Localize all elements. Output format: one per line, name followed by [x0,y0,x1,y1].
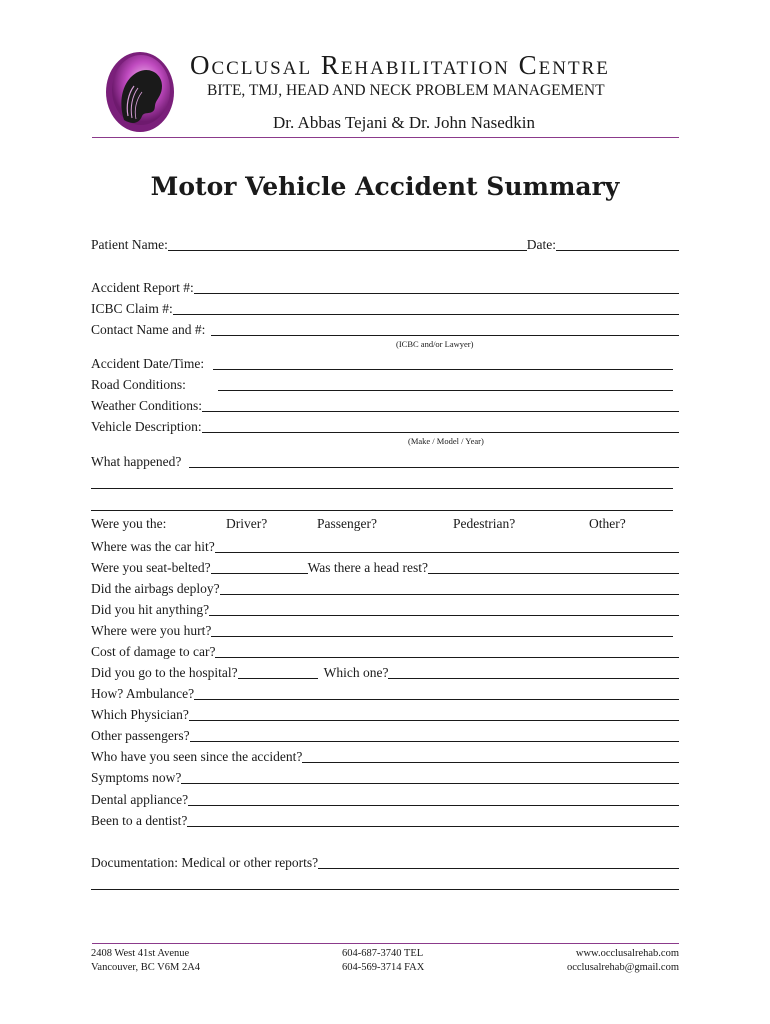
seat-belted-field[interactable] [211,559,308,574]
ambulance-label: How? Ambulance? [91,686,195,701]
header-divider [92,137,679,138]
what-happened-line-3[interactable] [91,510,673,511]
option-other[interactable]: Other? [589,516,626,531]
face-silhouette-logo [104,50,176,134]
footer-address-line1: 2408 West 41st Avenue [91,948,190,959]
contact-label: Contact Name and #: [91,322,206,337]
footer-divider [92,943,679,944]
seat-belted-row [91,556,679,576]
other-passengers-field[interactable] [190,727,679,742]
where-hurt-row [91,619,679,639]
hospital-label: Did you go to the hospital? [91,665,238,680]
option-pedestrian[interactable]: Pedestrian? [453,516,516,531]
vehicle-hint: (Make / Model / Year) [408,436,484,446]
seen-since-label: Who have you seen since the accident? [91,749,303,764]
hit-anything-label: Did you hit anything? [91,602,210,617]
seen-since-field[interactable] [302,748,679,763]
accident-datetime-field[interactable] [213,355,673,370]
what-happened-field[interactable] [189,453,679,468]
patient-name-field[interactable] [168,236,527,251]
icbc-claim-label: ICBC Claim #: [91,301,173,316]
hospital-row [91,661,679,681]
dental-appliance-label: Dental appliance? [91,792,189,807]
car-hit-row [91,535,679,555]
physician-label: Which Physician? [91,707,189,722]
physician-row [91,703,679,723]
accident-datetime-row [91,352,679,372]
accident-report-row [91,276,679,296]
icbc-claim-field[interactable] [173,300,679,315]
weather-conditions-label: Weather Conditions: [91,398,203,413]
dental-appliance-field[interactable] [188,791,679,806]
vehicle-description-row [91,415,679,435]
patient-name-row [91,233,679,253]
seat-belted-label: Were you seat-belted? [91,560,211,575]
dentist-label: Been to a dentist? [91,813,188,828]
airbags-label: Did the airbags deploy? [91,581,220,596]
footer-fax: 604-569-3714 FAX [342,962,425,973]
weather-conditions-field[interactable] [202,397,679,412]
airbags-field[interactable] [220,580,679,595]
airbags-row [91,577,679,597]
what-happened-label: What happened? [91,454,182,469]
accident-report-label: Accident Report #: [91,280,194,295]
where-hurt-field[interactable] [211,622,673,637]
road-conditions-label: Road Conditions: [91,377,186,392]
which-hospital-field[interactable] [388,664,679,679]
other-passengers-label: Other passengers? [91,728,190,743]
ambulance-row [91,682,679,702]
org-tagline: BITE, TMJ, HEAD AND NECK PROBLEM MANAGEMENT [207,82,605,99]
symptoms-field[interactable] [181,769,679,784]
page-title: Motor Vehicle Accident Summary [150,172,620,201]
footer-address-line2: Vancouver, BC V6M 2A4 [91,962,201,973]
what-happened-line-2[interactable] [91,488,673,489]
accident-datetime-label: Accident Date/Time: [91,356,205,371]
option-driver[interactable]: Driver? [226,516,268,531]
what-happened-row [91,450,679,470]
documentation-line-2[interactable] [91,889,679,890]
vehicle-description-label: Vehicle Description: [91,419,202,434]
damage-cost-label: Cost of damage to car? [91,644,216,659]
vehicle-description-field[interactable] [202,418,679,433]
which-hospital-label: Which one? [323,665,389,680]
accident-report-field[interactable] [194,279,679,294]
physician-field[interactable] [189,706,679,721]
road-conditions-row [91,373,679,393]
weather-conditions-row [91,394,679,414]
dentist-row [91,809,679,829]
org-name: Occlusal Rehabilitation Centre [190,50,610,80]
dental-appliance-row [91,788,679,808]
patient-name-label: Patient Name: [91,237,168,252]
hit-anything-field[interactable] [209,601,679,616]
hit-anything-row [91,598,679,618]
date-field[interactable] [556,236,679,251]
head-rest-label: Was there a head rest? [307,560,428,575]
where-hurt-label: Where were you hurt? [91,623,212,638]
option-passenger[interactable]: Passenger? [317,516,377,531]
other-passengers-row [91,724,679,744]
head-rest-field[interactable] [428,559,679,574]
car-hit-label: Where was the car hit? [91,539,215,554]
date-label: Date: [526,237,556,252]
contact-row [91,318,679,338]
contact-field[interactable] [211,321,679,336]
car-hit-field[interactable] [215,538,679,553]
dentist-field[interactable] [187,812,679,827]
symptoms-label: Symptoms now? [91,770,182,785]
documentation-field[interactable] [318,854,679,869]
damage-cost-field[interactable] [215,643,679,658]
documentation-label: Documentation: Medical or other reports? [91,855,319,870]
documentation-row [91,851,679,871]
ambulance-field[interactable] [194,685,679,700]
contact-hint: (ICBC and/or Lawyer) [396,339,474,349]
symptoms-row [91,766,679,786]
footer-website[interactable]: www.occlusalrehab.com [575,948,679,959]
icbc-claim-row [91,297,679,317]
were-you-label: Were you the: [91,516,167,531]
road-conditions-field[interactable] [218,376,673,391]
damage-cost-row [91,640,679,660]
org-doctors: Dr. Abbas Tejani & Dr. John Nasedkin [273,113,535,132]
footer-email[interactable]: occlusalrehab@gmail.com [566,962,679,973]
hospital-field[interactable] [238,664,318,679]
seen-since-row [91,745,679,765]
footer-tel: 604-687-3740 TEL [342,948,424,959]
